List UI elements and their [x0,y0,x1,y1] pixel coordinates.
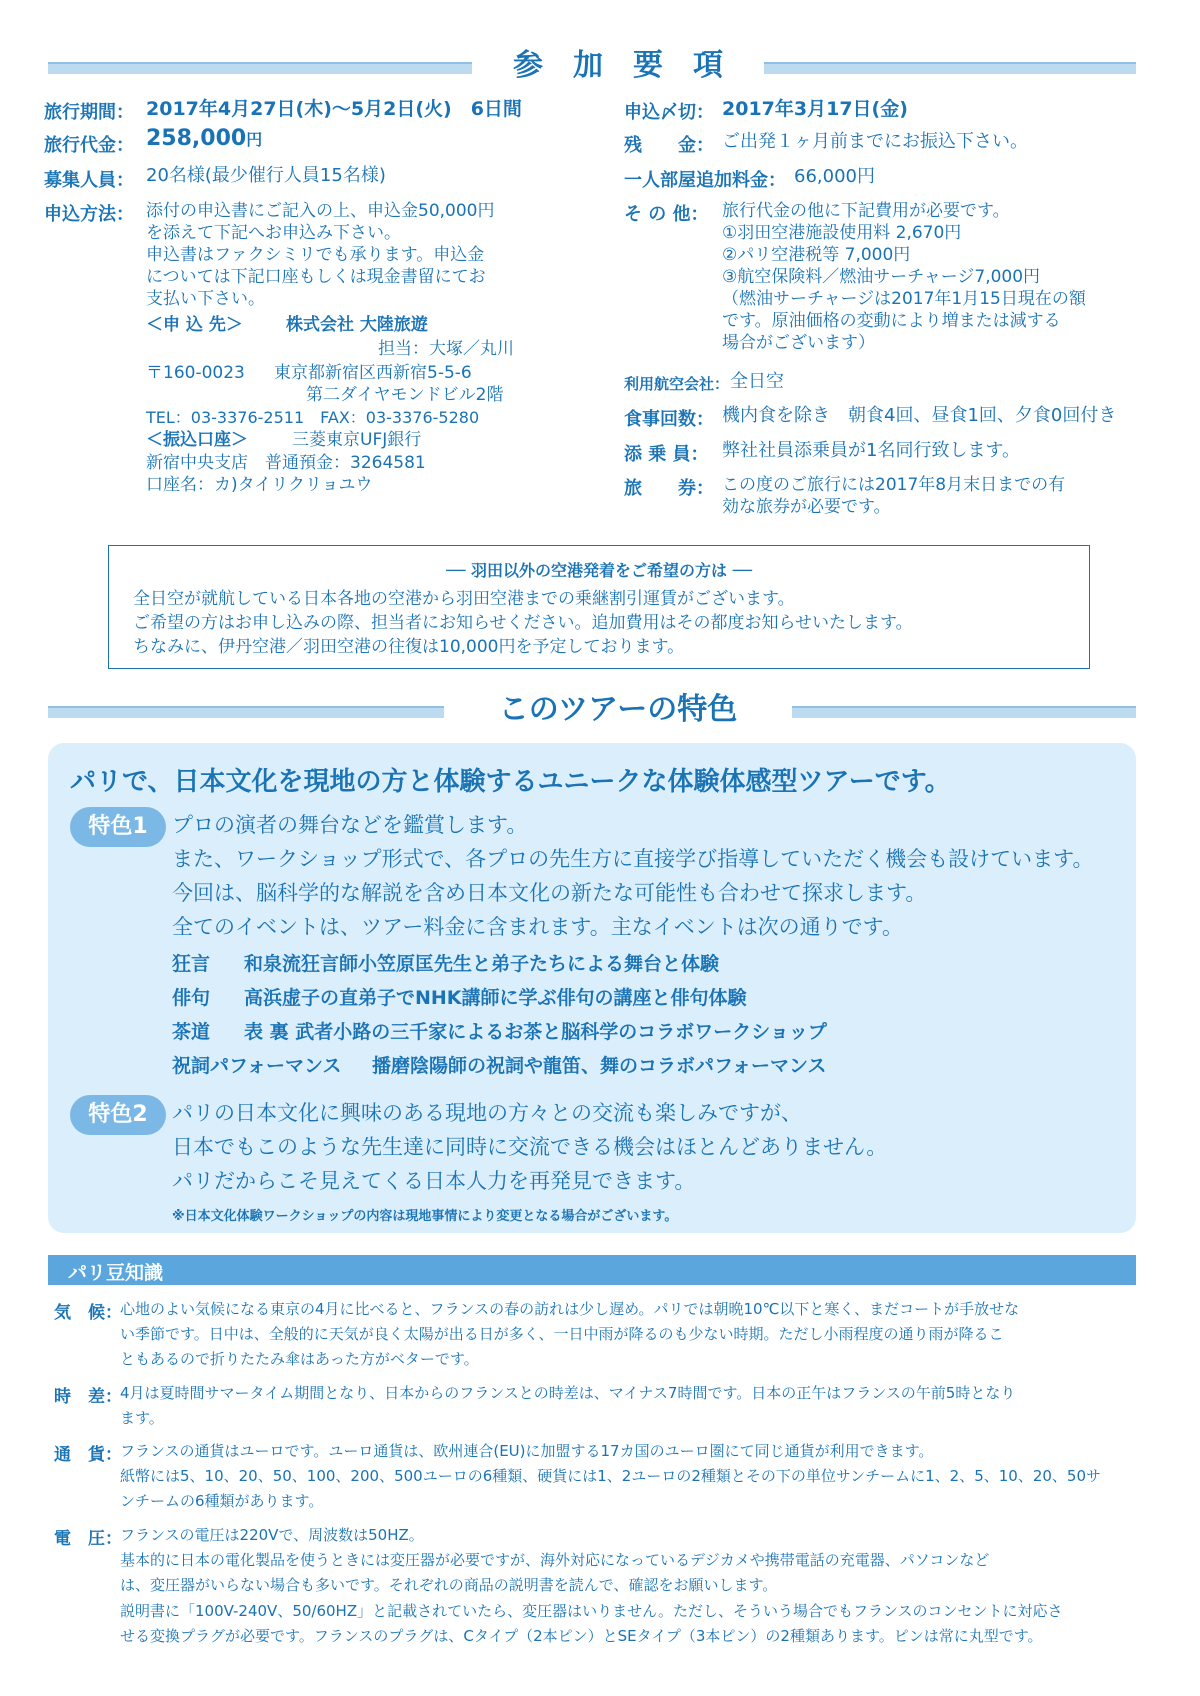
single-room-value: 66,000円 [794,166,875,187]
trivia-label-voltage: 電 圧： [54,1529,122,1549]
features-panel [48,743,1136,1233]
address-line1: 東京都新宿区西新宿5-5-6 [274,363,472,383]
section-header-requirements [48,46,1136,86]
feature1-line: プロの演者の舞台などを鑑賞します。 [172,813,528,837]
other-line: （燃油サーチャージは2017年1月15日現在の額 [722,289,1086,309]
applicant-staff: 担当：大塚／丸川 [378,339,514,359]
trivia-label-timezone: 時 差： [54,1387,122,1407]
trivia-line: せる変換プラグが必要です。フランスのプラグは、Cタイプ（2本ピン）とSEタイプ（3本ピン）の2種類あります。ピンは常に丸型です。 [120,1627,1043,1645]
passport-line: この度のご旅行には2017年8月末日までの有 [722,475,1066,495]
event-row [172,983,747,1010]
other-line: 場合がございます） [722,333,875,353]
trivia-line: フランスの通貨はユーロです。ユーロ通貨は、欧州連合(EU)に加盟する17カ国のユーロ圏にて同じ通貨が利用できます。 [120,1442,934,1460]
method-label: 申込方法： [44,204,134,225]
feature-badge-1: 特色1 [70,807,166,847]
bank-label: ＜振込口座＞ [146,430,248,450]
event-name: 茶道 [172,1021,211,1043]
balance-label: 残 金： [624,135,714,156]
feature-badge-2: 特色2 [70,1095,166,1135]
trivia-line: 紙幣には5、10、20、50、100、200、500ユーロの6種類、硬貨には1、2ユーロの2種類とその下の単位サンチームに1、2、5、10、20、50サ [120,1467,1102,1485]
trivia-line: 説明書に「100V-240V、50/60HZ」と記載されていたら、変圧器はいりません。ただし、そういう場合でもフランスのコンセントに対応さ [120,1602,1063,1620]
escort-value: 弊社社員添乗員が1名同行致します。 [722,440,1021,461]
feature1-line: 今回は、脳科学的な解説を含め日本文化の新たな可能性も合わせて探求します。 [172,881,927,905]
airline-label: 利用航空会社： [624,375,730,393]
other-airport-notice [108,545,1090,669]
event-name: 狂言 [172,953,211,975]
event-name: 俳句 [172,987,211,1009]
deadline-value: 2017年3月17日(金) [722,98,908,120]
method-line: を添えて下記へお申込み下さい。 [146,223,401,243]
features-lead: パリで、日本文化を現地の方と体験するユニークな体験体感型ツアーです。 [70,767,951,797]
method-line: 添付の申込書にご記入の上、申込金50,000円 [146,201,495,221]
price-label: 旅行代金： [44,135,134,156]
passport-line: 効な旅券が必要です。 [722,497,891,517]
tel-fax: TEL：03-3376-2511 FAX：03-3376-5280 [146,408,480,427]
price-unit: 円 [246,130,263,149]
bank-branch: 新宿中央支店 普通預金：3264581 [146,453,426,473]
event-row [172,1051,826,1078]
feature1-line: また、ワークショップ形式で、各プロの先生方に直接学び指導していただく機会も設けています。 [172,847,1094,871]
price-value [146,128,262,151]
single-room-label: 一人部屋追加料金： [624,170,786,191]
trivia-line: ます。 [120,1409,164,1427]
event-desc: 播磨陰陽師の祝詞や龍笛、舞のコラボパフォーマンス [372,1055,827,1077]
capacity-value: 20名様(最少催行人員15名様) [146,165,386,186]
other-label: そ の 他： [624,204,709,225]
trivia-label-climate: 気 候： [54,1303,122,1323]
other-line: ①羽田空港施設使用料 2,670円 [722,223,962,243]
other-line: 旅行代金の他に下記費用が必要です。 [722,201,1010,221]
feature2-line: 日本でもこのような先生達に同時に交流できる機会はほとんどありません。 [172,1135,888,1159]
airline-value: 全日空 [730,371,784,392]
method-line: 申込書はファクシミリでも承ります。申込金 [146,245,485,265]
period-label: 旅行期間： [44,102,134,123]
period-value: 2017年4月27日(木)〜5月2日(火) 6日間 [146,98,522,120]
other-line: です。原油価格の変動により増または減する [722,311,1061,331]
other-line: ③航空保険料／燃油サーチャージ7,000円 [722,267,1041,287]
passport-label: 旅 券： [624,478,714,499]
method-line: については下記口座もしくは現金書留にてお [146,267,486,287]
section-title: 参 加 要 項 [472,46,764,86]
notice-line: ちなみに、伊丹空港／羽田空港の往復は10,000円を予定しております。 [133,637,685,657]
escort-label: 添 乗 員： [624,444,709,465]
features-note: ※日本文化体験ワークショップの内容は現地事情により変更となる場合がございます。 [172,1209,678,1224]
trivia-title: パリ豆知識 [68,1262,164,1284]
trivia-line: ンチームの6種類があります。 [120,1492,324,1510]
trivia-line: 4月は夏時間サマータイム期間となり、日本からのフランスとの時差は、マイナス7時間です。日本の正午はフランスの午前5時となり [120,1384,1016,1402]
meals-value: 機内食を除き 朝食4回、昼食1回、夕食0回付き [722,405,1117,426]
feature2-line: パリだからこそ見えてくる日本人力を再発見できます。 [172,1169,696,1193]
event-desc: 表 裏 武者小路の三千家によるお茶と脳科学のコラボワークショップ [244,1021,827,1043]
bank-account: 口座名：カ)タイリクリョユウ [146,475,373,495]
notice-line: ご希望の方はお申し込みの際、担当者にお知らせください。追加費用はその都度お知らせいたします。 [133,613,913,633]
bank-name: 三菱東京UFJ銀行 [292,430,422,450]
address-line2: 第二ダイヤモンドビル2階 [306,385,504,405]
feature2-line: パリの日本文化に興味のある現地の方々との交流も楽しみですが、 [172,1101,802,1125]
postal-code: 〒160-0023 [146,363,245,383]
applicant-label: ＜申 込 先＞ [146,315,243,335]
trivia-line: フランスの電圧は220Vで、周波数は50HZ。 [120,1526,424,1544]
notice-title: ── 羽田以外の空港発着をご希望の方は ── [446,561,752,580]
trivia-line: い季節です。日中は、全般的に天気が良く太陽が出る日が多く、一日中雨が降るのも少ない時期。ただし小雨程度の通り雨が降るこ [120,1325,1004,1343]
feature1-line: 全てのイベントは、ツアー料金に含まれます。主なイベントは次の通りです。 [172,915,904,939]
meals-label: 食事回数： [624,409,714,430]
other-line: ②パリ空港税等 7,000円 [722,245,911,265]
trivia-header [48,1255,1136,1285]
balance-value: ご出発１ヶ月前までにお振込下さい。 [722,131,1028,152]
trivia-line: は、変圧器がいらない場合も多いです。それぞれの商品の説明書を読んで、確認をお願いします。 [120,1576,778,1594]
event-name: 祝詞パフォーマンス [172,1055,342,1077]
trivia-line: ともあるので折りたたみ傘はあった方がベターです。 [120,1350,479,1368]
price-amount: 258,000 [146,126,247,151]
method-line: 支払い下さい。 [146,289,265,309]
event-desc: 高浜虚子の直弟子でNHK講師に学ぶ俳句の講座と俳句体験 [244,987,747,1009]
event-row [172,949,719,976]
event-row [172,1017,827,1044]
section-title: このツアーの特色 [444,690,792,730]
event-desc: 和泉流狂言師小笠原匡先生と弟子たちによる舞台と体験 [244,953,720,975]
capacity-label: 募集人員： [44,170,134,191]
section-header-features [48,690,1136,730]
trivia-label-currency: 通 貨： [54,1445,122,1465]
notice-line: 全日空が就航している日本各地の空港から羽田空港までの乗継割引運賃がございます。 [133,589,795,609]
deadline-label: 申込〆切： [624,102,714,123]
applicant-company: 株式会社 大陸旅遊 [286,315,428,335]
trivia-line: 基本的に日本の電化製品を使うときには変圧器が必要ですが、海外対応になっているデジカメや携帯電話の充電器、パソコンなど [120,1551,990,1569]
trivia-line: 心地のよい気候になる東京の4月に比べると、フランスの春の訪れは少し遅め。パリでは朝晩10℃以下と寒く、まだコートが手放せな [120,1300,1020,1318]
